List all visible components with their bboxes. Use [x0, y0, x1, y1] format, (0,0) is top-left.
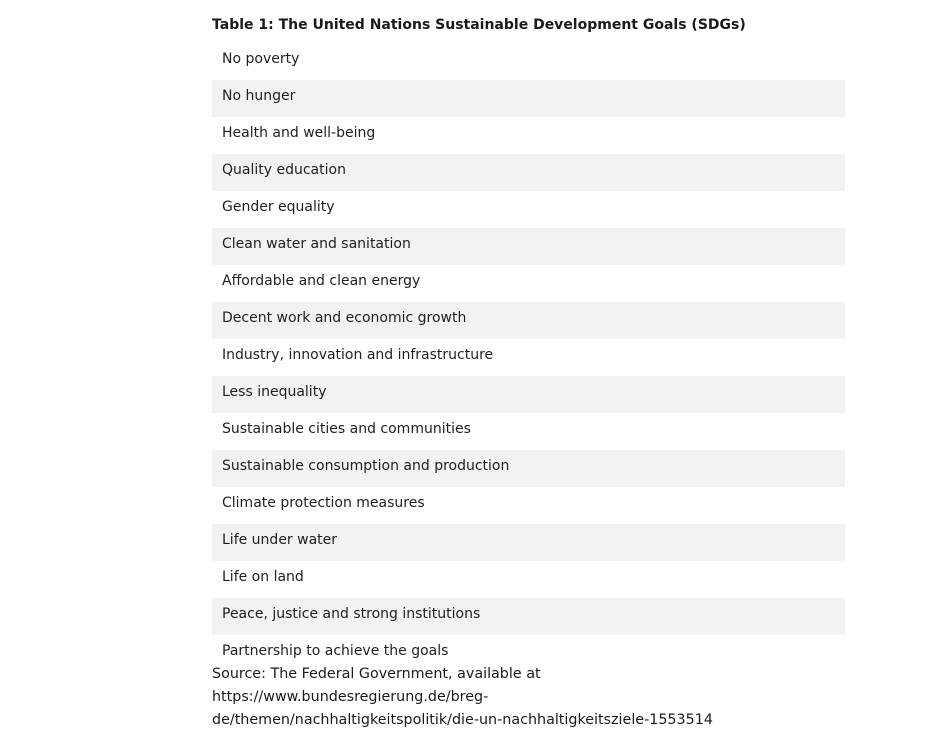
table-row: Sustainable cities and communities	[222, 421, 471, 437]
table-row: Industry, innovation and infrastructure	[222, 347, 494, 363]
table-row: Clean water and sanitation	[212, 228, 845, 265]
table-caption: Table 1: The United Nations Sustainable Development Goals (SDGs)	[212, 17, 746, 33]
table-row: Partnership to achieve the goals	[222, 643, 449, 659]
table-row: Peace, justice and strong institutions	[212, 598, 845, 635]
table-row: Decent work and economic growth	[212, 302, 845, 339]
source-line-1: Source: The Federal Government, available at https://www.bundesregierung.de/breg-	[212, 666, 541, 705]
table-row: No hunger	[212, 80, 845, 117]
table-row: Sustainable consumption and production	[212, 450, 845, 487]
table-row: Life on land	[222, 569, 304, 585]
table-row: No poverty	[222, 51, 300, 67]
table-row: Health and well-being	[222, 125, 376, 141]
sdg-table	[212, 43, 845, 663]
table-row: Gender equality	[222, 199, 335, 215]
table-row: Life under water	[212, 524, 845, 561]
table-row: Affordable and clean energy	[222, 273, 421, 289]
source-note	[212, 663, 812, 732]
document-body	[212, 0, 845, 732]
table-row: Climate protection measures	[222, 495, 425, 511]
source-line-2: de/themen/nachhaltigkeitspolitik/die-un-nachhaltigkeitsziele-1553514	[212, 712, 713, 728]
table-row: Quality education	[212, 154, 845, 191]
table-row: Less inequality	[212, 376, 845, 413]
